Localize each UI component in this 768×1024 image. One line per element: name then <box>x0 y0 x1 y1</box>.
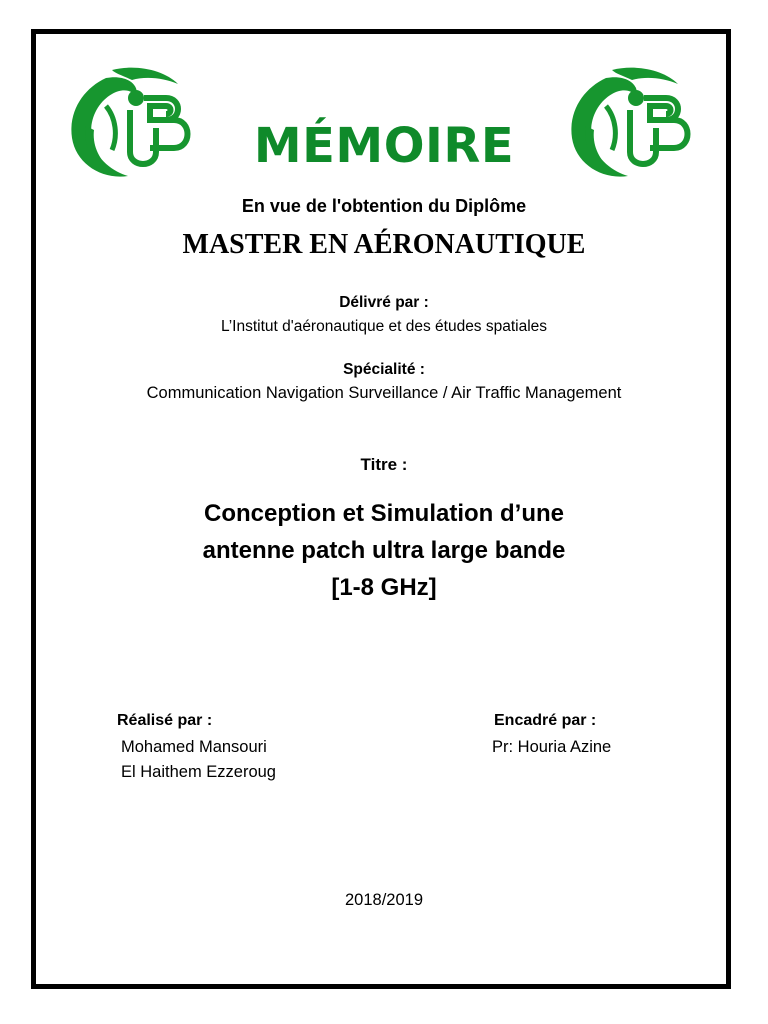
supervisor-name: Pr: Houria Azine <box>492 738 612 756</box>
institute-name: L’Institut d'aéronautique et des études spatiales <box>220 318 548 335</box>
supervisor-label: Encadré par : <box>494 712 597 729</box>
thesis-title-line: [1-8 GHz] <box>331 574 437 601</box>
speciality-label: Spécialité : <box>343 361 425 378</box>
author-name: El Haithem Ezzeroug <box>121 763 276 781</box>
thesis-title-line: Conception et Simulation d’une <box>204 500 564 527</box>
diploma-title: MASTER EN AÉRONAUTIQUE <box>182 229 586 260</box>
authors-label: Réalisé par : <box>117 712 213 729</box>
obtention-line: En vue de l'obtention du Diplôme <box>241 196 527 216</box>
memoire-heading: MÉMOIRE <box>253 118 515 174</box>
thesis-title-line: antenne patch ultra large bande <box>202 537 566 564</box>
delivered-by-label: Délivré par : <box>339 294 429 311</box>
speciality-value: Communication Navigation Surveillance / Air Traffic Management <box>146 384 622 402</box>
academic-year: 2018/2019 <box>345 891 423 909</box>
title-label: Titre : <box>360 455 408 474</box>
thesis-title <box>0 495 768 606</box>
author-name: Mohamed Mansouri <box>121 738 267 756</box>
